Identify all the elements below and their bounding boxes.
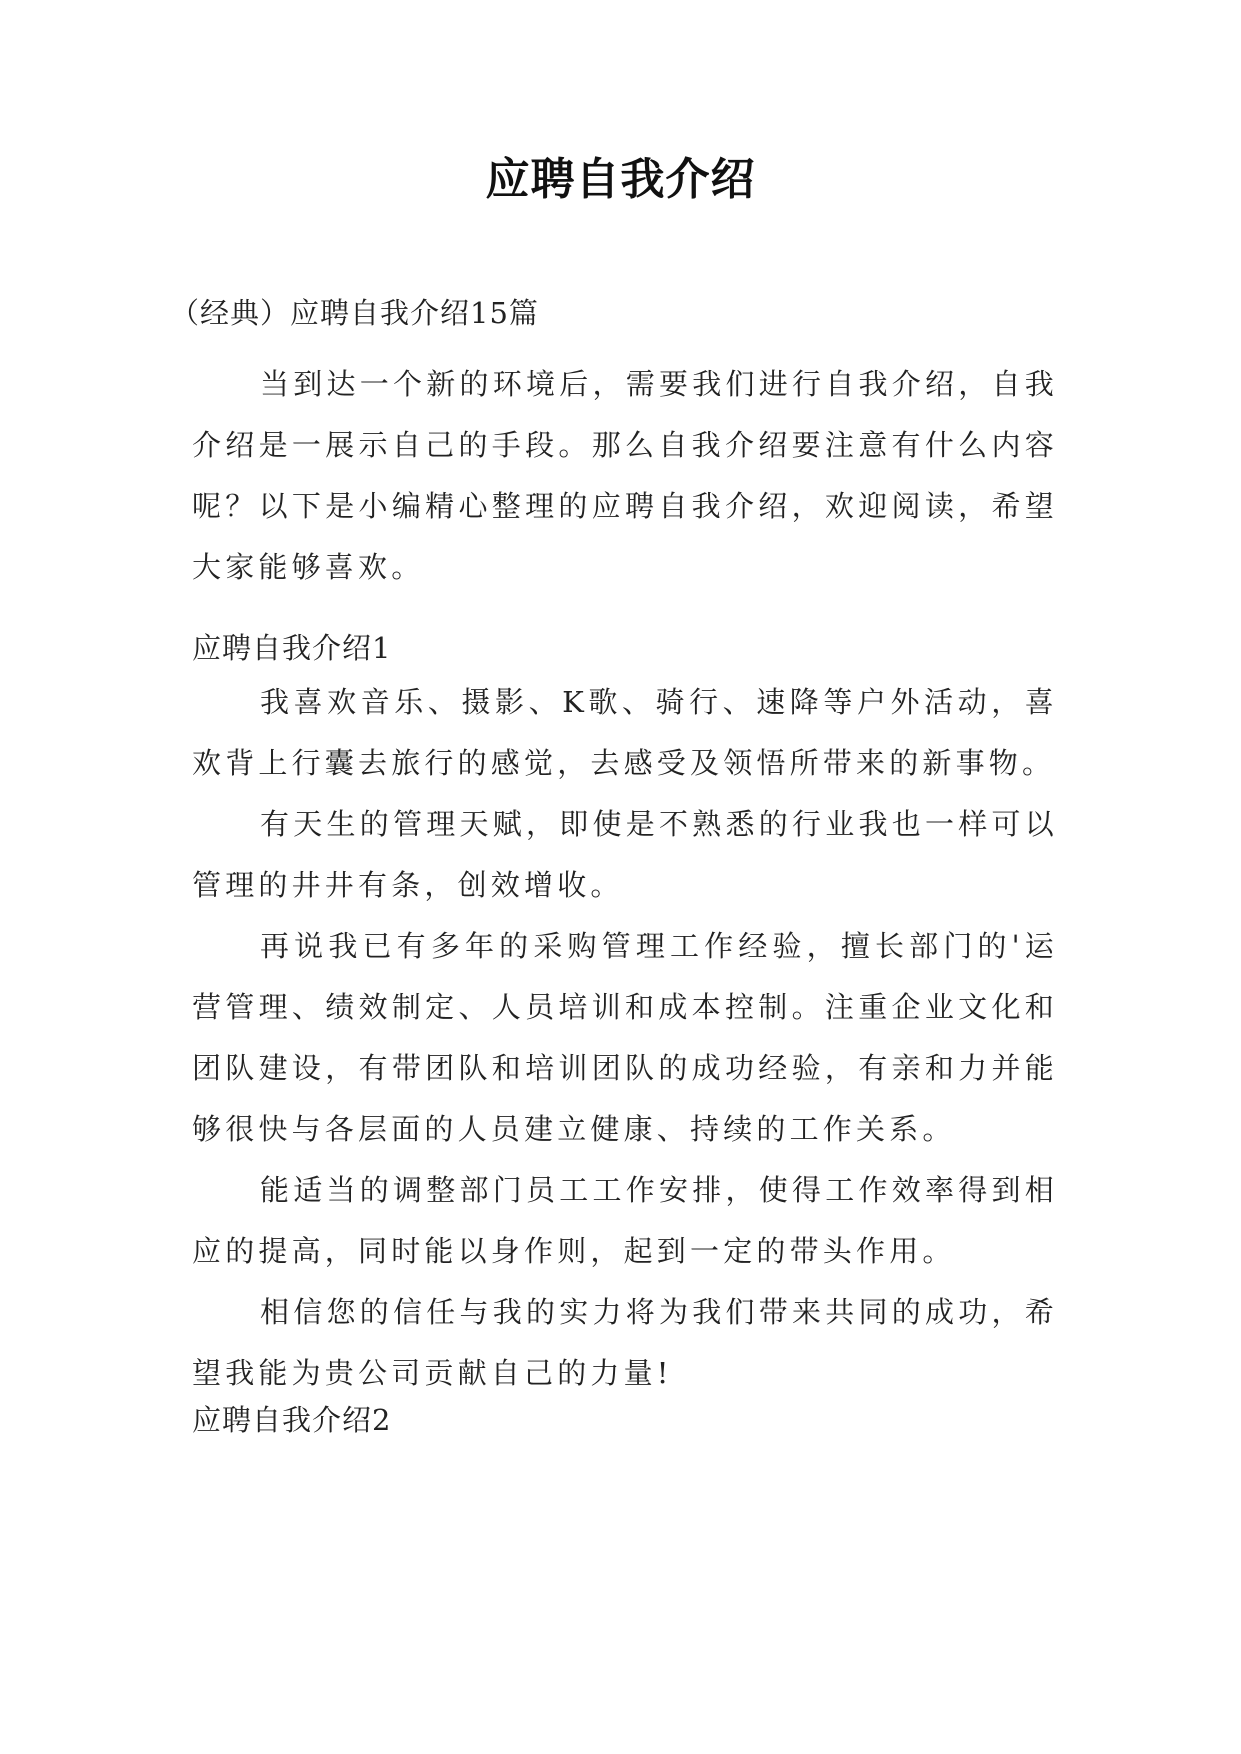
section-1-body [192,672,1058,1404]
section-1-paragraph: 我喜欢音乐、摄影、K歌、骑行、速降等户外活动，喜欢背上行囊去旅行的感觉，去感受及领悟所带来的新事物。 [192,685,1058,780]
section-1-paragraph: 能适当的调整部门员工工作安排，使得工作效率得到相应的提高，同时能以身作则，起到一定的带头作用。 [192,1173,1058,1268]
section-heading-1: 应聘自我介绍1 [192,631,392,665]
document-subtitle: （经典）应聘自我介绍15篇 [170,296,539,330]
document-title: 应聘自我介绍 [485,154,756,205]
intro-text: 当到达一个新的环境后，需要我们进行自我介绍，自我介绍是一展示自己的手段。那么自我介绍要注意有什么内容呢？以下是小编精心整理的应聘自我介绍，欢迎阅读，希望大家能够喜欢。 [192,367,1058,584]
section-1-paragraph: 相信您的信任与我的实力将为我们带来共同的成功，希望我能为贵公司贡献自己的力量! [192,1295,1058,1390]
intro-paragraph [192,354,1058,598]
section-1-paragraph: 再说我已有多年的采购管理工作经验，擅长部门的'运营管理、绩效制定、人员培训和成本控制。注重企业文化和团队建设，有带团队和培训团队的成功经验，有亲和力并能够很快与各层面的人员建立健康、持续的工作关系。 [192,929,1058,1146]
section-1-paragraph: 有天生的管理天赋，即使是不熟悉的行业我也一样可以管理的井井有条，创效增收。 [192,807,1058,902]
section-heading-2: 应聘自我介绍2 [192,1403,392,1437]
